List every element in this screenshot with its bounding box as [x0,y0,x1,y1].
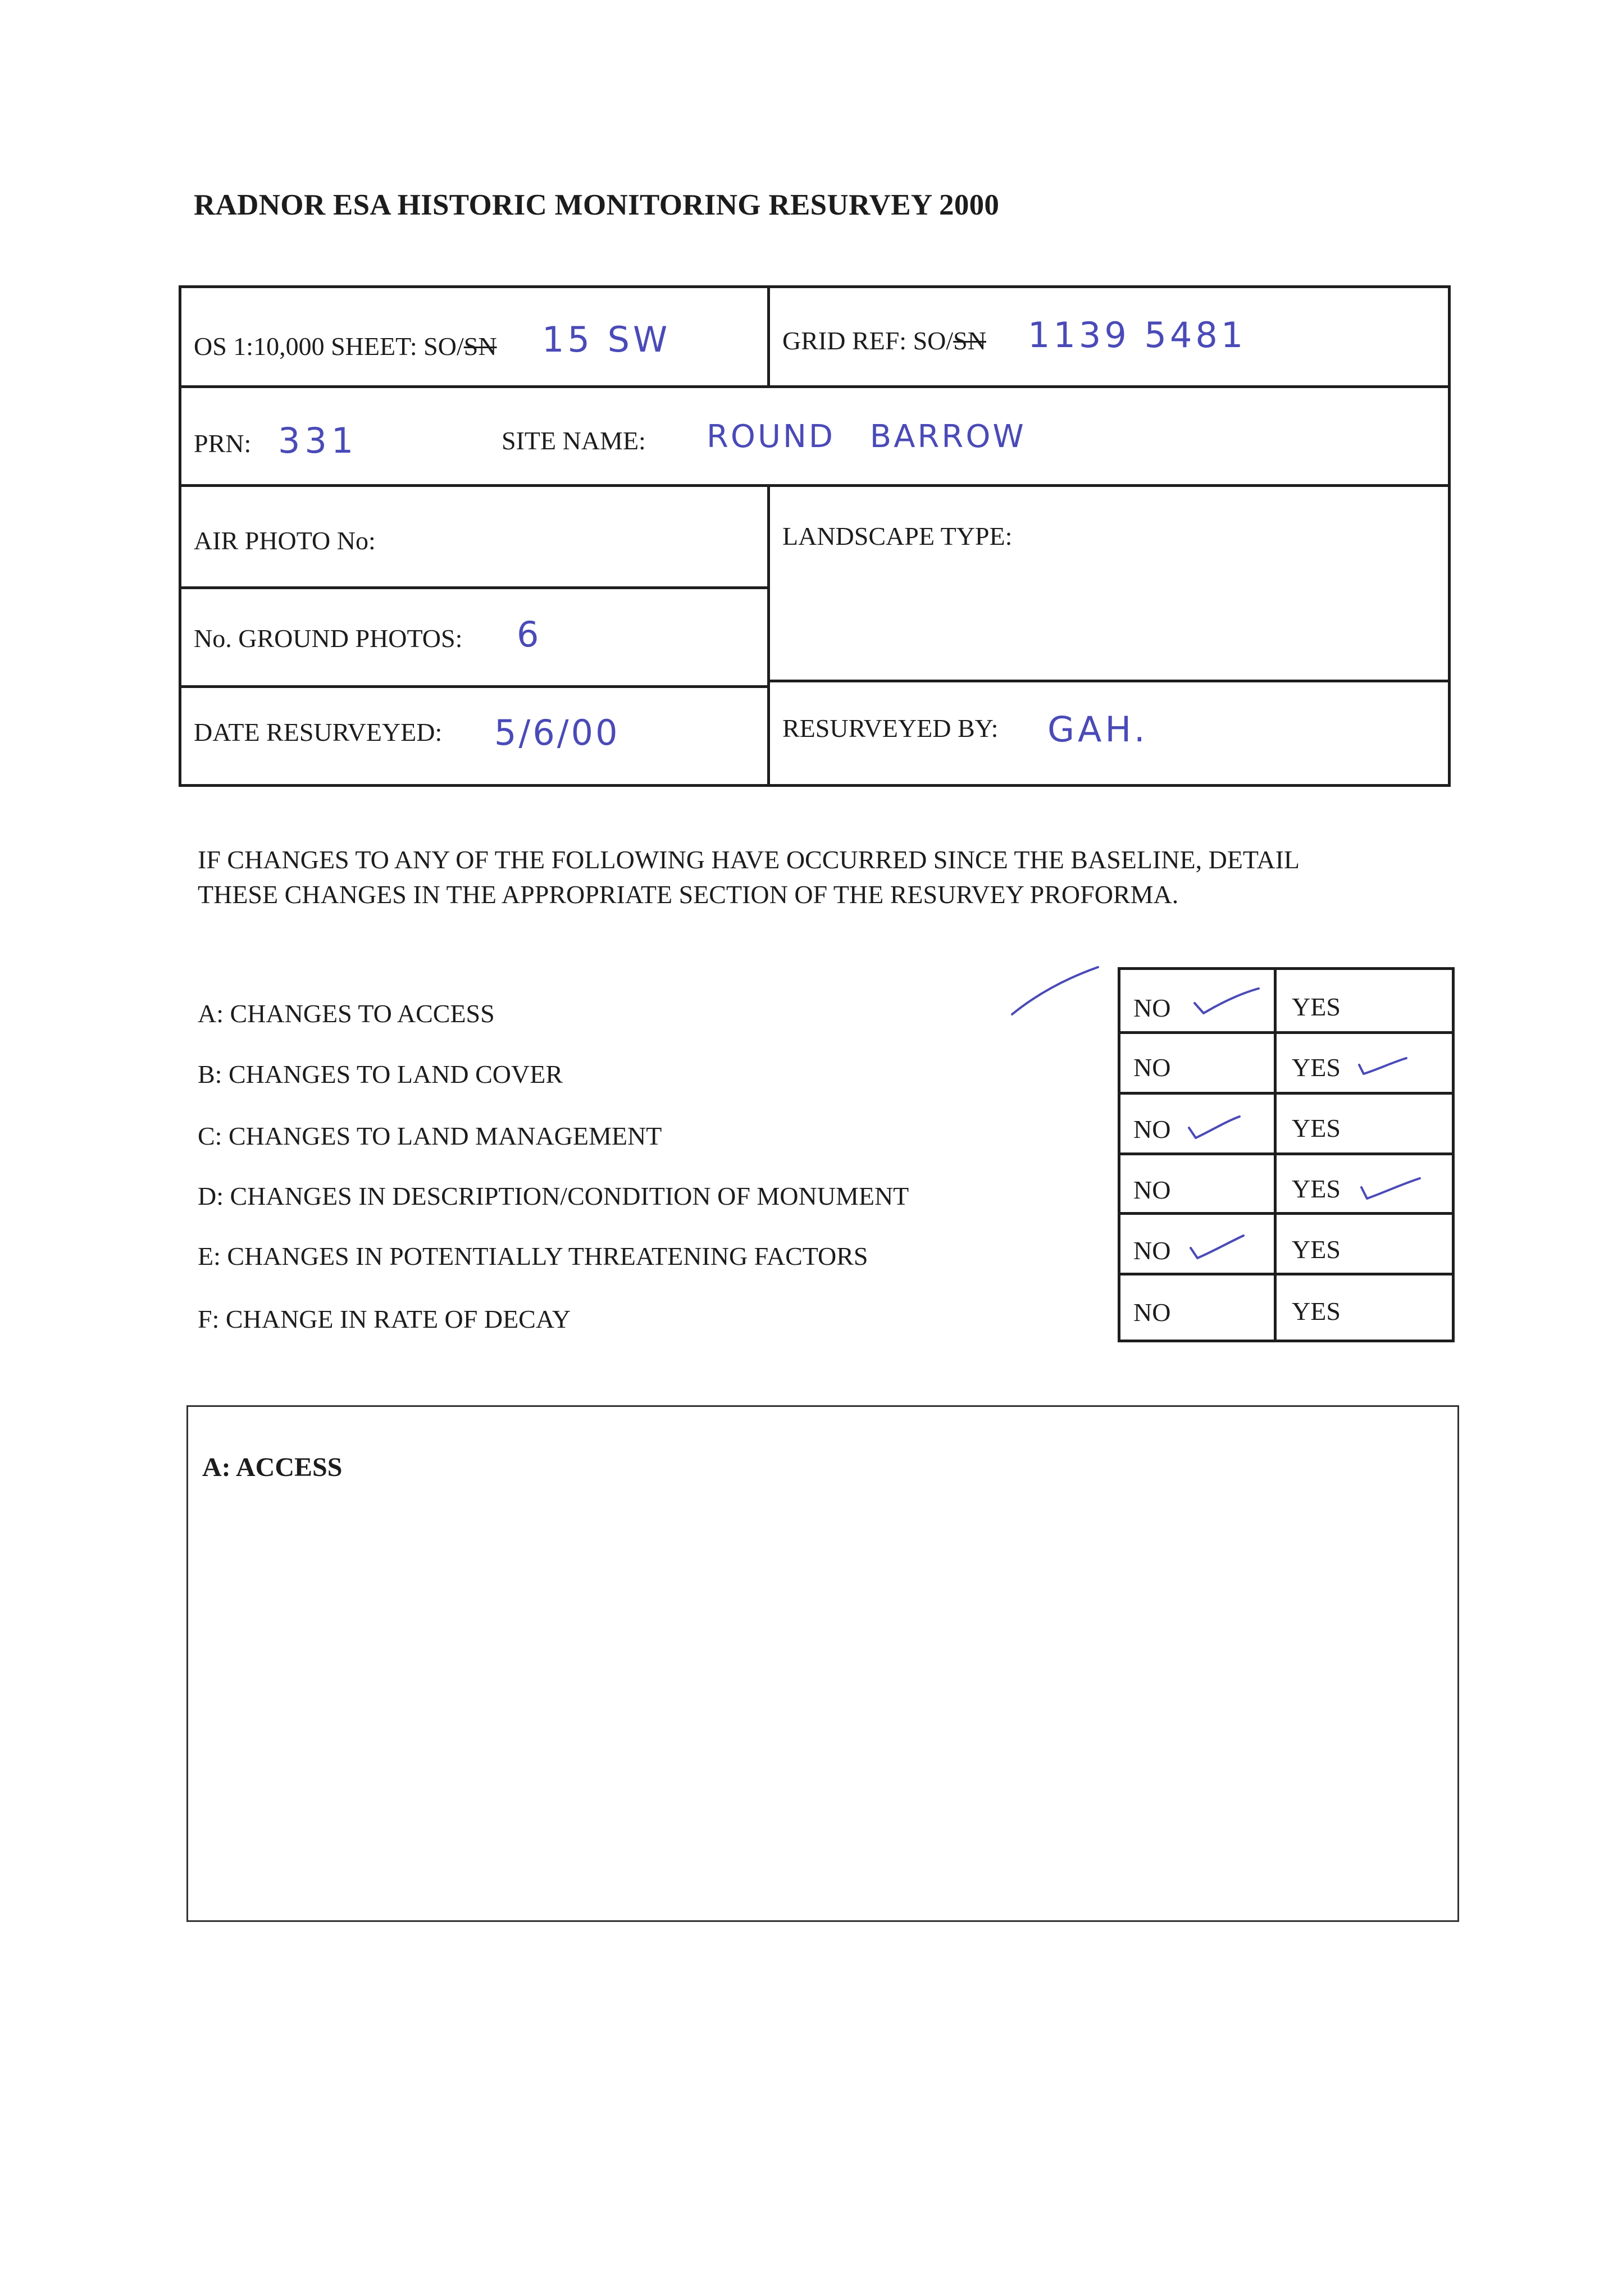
prn-value: 331 [278,420,358,461]
date-resurveyed-value: 5/6/00 [494,712,620,753]
no-cell-d: NO [1133,1176,1171,1204]
site-name-label: SITE NAME: [502,426,646,455]
divider [767,285,770,386]
no-cell-c: NO [1133,1115,1171,1144]
divider [767,680,1451,682]
change-label-d: D: CHANGES IN DESCRIPTION/CONDITION OF MONUMENT [198,1182,909,1210]
no-cell-b: NO [1133,1053,1171,1082]
ground-photos-value: 6 [517,614,539,655]
divider [179,685,770,688]
divider [767,484,770,787]
date-resurveyed-label: DATE RESURVEYED: [194,718,443,746]
divider [1118,1152,1455,1155]
pen-stroke-mark [1011,966,1101,1017]
resurveyed-by-label: RESURVEYED BY: [782,714,999,742]
instructions-line-2: THESE CHANGES IN THE APPROPRIATE SECTION OF THE RESURVEY PROFORMA. [198,880,1179,909]
change-label-a: A: CHANGES TO ACCESS [198,999,495,1028]
os-sheet-struck: SN [463,332,497,361]
yes-cell-a: YES [1292,992,1341,1021]
air-photo-label: AIR PHOTO No: [194,526,376,555]
site-name-value: ROUND BARROW [707,418,1026,455]
divider [1118,1273,1455,1275]
tick-mark-b-yes [1358,1056,1409,1078]
tick-mark-d-yes [1360,1176,1422,1203]
form-title: RADNOR ESA HISTORIC MONITORING RESURVEY 2000 [194,189,1000,221]
divider [1118,1092,1455,1095]
divider [179,385,1451,388]
ground-photos-label: No. GROUND PHOTOS: [194,624,463,653]
os-sheet-field [194,331,497,361]
tick-mark-e-no [1190,1234,1246,1263]
change-label-e: E: CHANGES IN POTENTIALLY THREATENING FACTORS [198,1242,868,1270]
no-cell-f: NO [1133,1298,1171,1327]
access-section [186,1405,1459,1922]
change-label-c: C: CHANGES TO LAND MANAGEMENT [198,1122,662,1150]
os-sheet-value: 15 SW [542,319,671,360]
instructions-line-1: IF CHANGES TO ANY OF THE FOLLOWING HAVE OCCURRED SINCE THE BASELINE, DETAIL [198,845,1300,874]
yes-cell-f: YES [1292,1297,1341,1325]
grid-ref-struck: SN [953,326,986,355]
divider [1118,1031,1455,1034]
change-label-f: F: CHANGE IN RATE OF DECAY [198,1305,571,1333]
resurveyed-by-value: GAH. [1047,709,1149,750]
no-cell-e: NO [1133,1236,1171,1265]
os-sheet-label: OS 1:10,000 SHEET: SO/ [194,332,464,361]
yes-cell-b: YES [1292,1053,1341,1082]
prn-label: PRN: [194,429,252,458]
divider [1118,1212,1455,1215]
yes-cell-e: YES [1292,1235,1341,1264]
divider [179,484,1451,487]
no-cell-a: NO [1133,994,1171,1022]
landscape-type-label: LANDSCAPE TYPE: [782,522,1013,550]
access-section-title: A: ACCESS [202,1452,343,1482]
tick-mark-a-no [1193,987,1261,1021]
instructions [198,842,1461,912]
grid-ref-field [782,326,986,356]
yes-cell-d: YES [1292,1174,1341,1203]
divider [179,586,770,589]
yes-cell-c: YES [1292,1114,1341,1142]
tick-mark-c-no [1188,1115,1241,1142]
change-label-b: B: CHANGES TO LAND COVER [198,1060,563,1088]
grid-ref-label: GRID REF: SO/ [782,326,954,355]
grid-ref-value: 1139 5481 [1028,315,1247,356]
